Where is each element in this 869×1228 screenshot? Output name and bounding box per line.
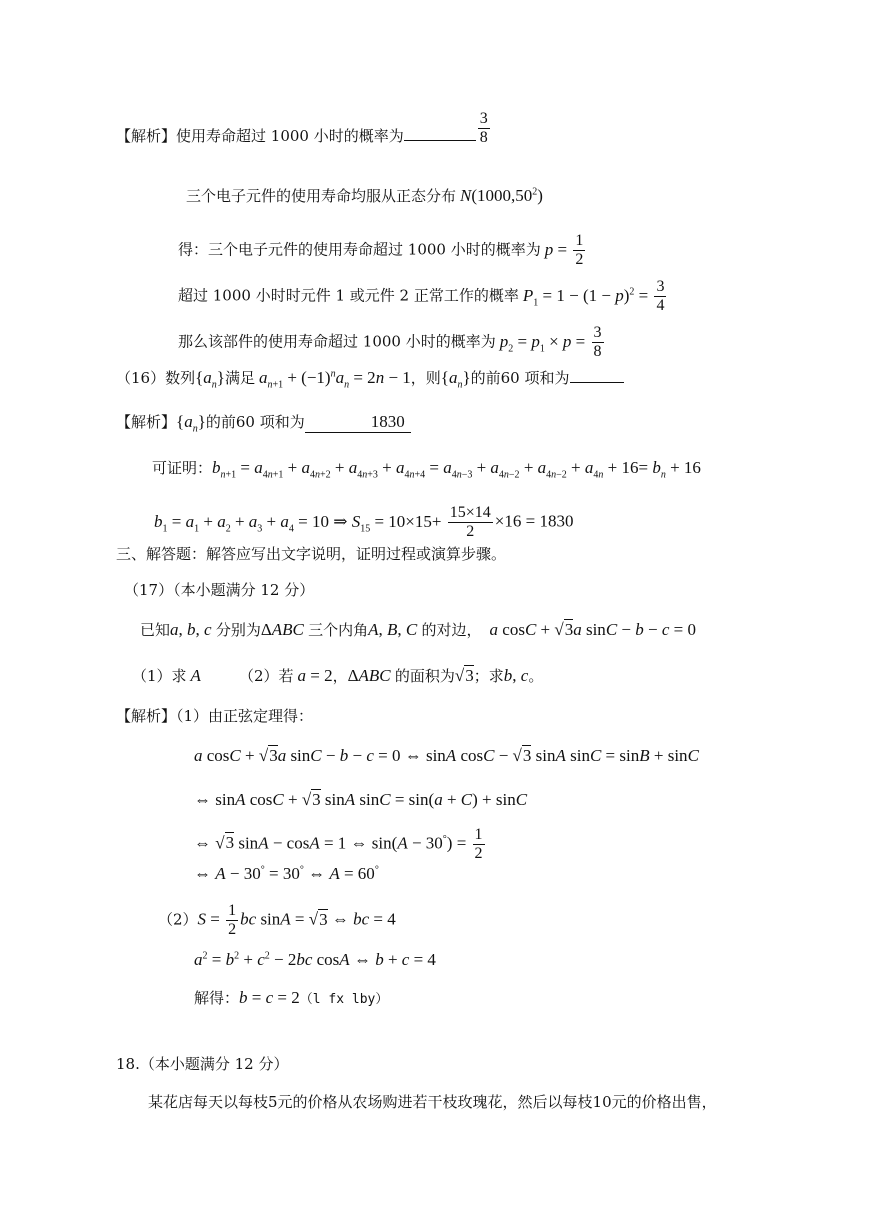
question-17-statement: 已知a, b, c 分别为ΔABC 三个内角A, B, C 的对边， a cosC + √3a sinC − b − c = 0 xyxy=(140,620,696,639)
equation-line-1: a cosC + √3a sinC − b − c = 0 ⇔ sinA cosC − √3 sinA sinC = sinB + sinC xyxy=(194,746,699,765)
solution-label-text: 【解析】使用寿命超过 1000 小时的概率为 xyxy=(116,127,404,145)
answer-16: 【解析】$\{a_n\}$的前60 项和为 1830 xyxy=(116,412,411,433)
question-16: （16）数列$\{a_n\}$满足 $a_{n+1} + (-1)^na_n = 2n - 1$，则$\{a_n\}$的前60 项和为 xyxy=(116,368,624,388)
normal-distribution-line: 三个电子元件的使用寿命均服从正态分布 N(1000,50$^2$) xyxy=(186,186,543,205)
section-three-heading: 三、解答题：解答应写出文字说明，证明过程或演算步骤。 xyxy=(116,545,507,563)
sum-line: $b_1 = a_1 + a_2 + a_3 + a_4 = 10$ ⇒ $S_{15} = 10\times 15+$ $\frac{15\times 14}{2}$ ×16 = 1830 xyxy=(154,504,574,540)
equation-line-3: ⇔ √3 sinA − cosA = 1 ⇔ sin(A − 30°) = $\frac{1}{2}$ xyxy=(194,826,483,862)
question-18-text: 某花店每天以每枝5元的价格从农场购进若干枝玫瑰花，然后以每枝10元的价格出售， xyxy=(148,1093,717,1111)
solution-15-line xyxy=(116,109,492,147)
question-17-parts: （1）求 A （2）若 a = 2，ΔABC 的面积为√3；求b, c。 xyxy=(132,666,544,685)
answer-fraction: $\frac{3}{8}$ xyxy=(479,109,488,146)
equation-line-4: ⇔ A − 30° = 30° ⇔ A = 60° xyxy=(194,864,379,883)
answer-blank xyxy=(570,382,624,383)
equation-line-2: ⇔ sinA cosC + √3 sinA sinC = sin(a + C) + sinC xyxy=(194,790,528,809)
answer-17-heading: 【解析】（1）由正弦定理得： xyxy=(116,707,314,725)
answer-value: 1830 xyxy=(305,412,411,433)
proof-line: 可证明：$b_{n+1} = a_{4n+1} + a_{4n+2} + a_{4n+3} + a_{4n+4} = a_{4n-3} + a_{4n-2} + a_{4n-2} + a_{4n} + 16= b_n + 16$ xyxy=(152,458,701,481)
probability-p-line: 得：三个电子元件的使用寿命超过 1000 小时的概率为 p = $\frac{1}{2}$ xyxy=(178,232,584,268)
probability-p2-line: 那么该部件的使用寿命超过 1000 小时的概率为 $p_2 = p_1 \times p$ = $\frac{3}{8}$ xyxy=(178,324,602,360)
answer-blank xyxy=(404,140,476,141)
equation-line-5: （2）S = $\frac{1}{2}$ bc sinA = √3 ⇔ bc = 4 xyxy=(158,902,396,938)
question-18-heading: 18.（本小题满分 12 分） xyxy=(116,1055,289,1073)
equation-line-6: $a^2 = b^2 + c^2 - 2bc$ cosA ⇔ b + c = 4 xyxy=(194,950,436,969)
question-17-heading: （17）（本小题满分 12 分） xyxy=(124,581,315,599)
solution-result: 解得：b = c = 2（l fx lby） xyxy=(194,988,389,1007)
probability-p1-line: 超过 1000 小时时元件 1 或元件 2 正常工作的概率 $P_1 = 1 - (1 - p)^2$ = $\frac{3}{4}$ xyxy=(178,278,665,314)
